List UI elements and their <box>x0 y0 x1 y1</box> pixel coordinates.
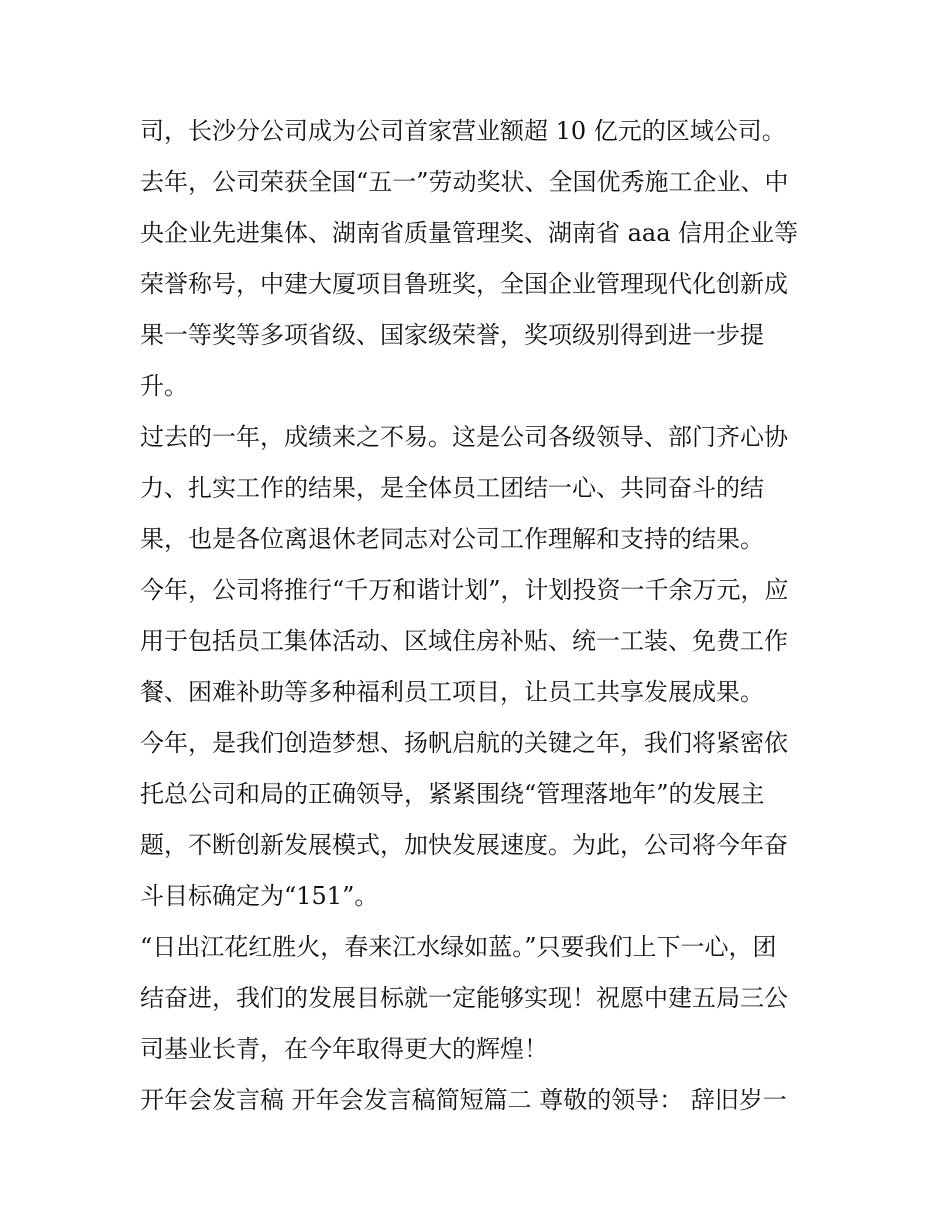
text-line: 司，长沙分公司成为公司首家营业额超 10 亿元的区域公司。 <box>140 117 786 145</box>
text-line: 结奋进，我们的发展目标就一定能够实现！祝愿中建五局三公 <box>140 984 788 1012</box>
text-line: 今年，公司将推行“千万和谐计划”，计划投资一千余万元，应 <box>140 576 789 604</box>
text-line: 今年，是我们创造梦想、扬帆启航的关键之年，我们将紧密依 <box>140 729 788 757</box>
text-line: 力、扎实工作的结果，是全体员工团结一心、共同奋斗的结 <box>140 474 764 502</box>
text-line: 荣誉称号，中建大厦项目鲁班奖，全国企业管理现代化创新成 <box>140 270 788 298</box>
text-line: 过去的一年，成绩来之不易。这是公司各级领导、部门齐心协 <box>140 423 788 451</box>
text-line: 餐、困难补助等多种福利员工项目，让员工共享发展成果。 <box>140 678 764 706</box>
text-line: 央企业先进集体、湖南省质量管理奖、湖南省 aaa 信用企业等 <box>140 219 799 247</box>
text-line: 去年，公司荣获全国“五一”劳动奖状、全国优秀施工企业、中 <box>140 168 789 196</box>
document-body <box>140 106 820 1126</box>
text-line: 果一等奖等多项省级、国家级荣誉，奖项级别得到进一步提 <box>140 321 764 349</box>
text-line: 升。 <box>140 372 188 400</box>
text-line: 司基业长青，在今年取得更大的辉煌！ <box>140 1035 548 1063</box>
text-line: 用于包括员工集体活动、区域住房补贴、统一工装、免费工作 <box>140 627 788 655</box>
text-line: 开年会发言稿 开年会发言稿简短篇二 尊敬的领导： 辞旧岁一 <box>140 1086 787 1114</box>
text-line: 斗目标确定为“151”。 <box>140 882 379 910</box>
text-line: 托总公司和局的正确领导，紧紧围绕“管理落地年”的发展主 <box>140 780 765 808</box>
text-line: “日出江花红胜火，春来江水绿如蓝。”只要我们上下一心，团 <box>140 933 777 961</box>
text-line: 果，也是各位离退休老同志对公司工作理解和支持的结果。 <box>140 525 764 553</box>
text-line: 题，不断创新发展模式，加快发展速度。为此，公司将今年奋 <box>140 831 788 859</box>
